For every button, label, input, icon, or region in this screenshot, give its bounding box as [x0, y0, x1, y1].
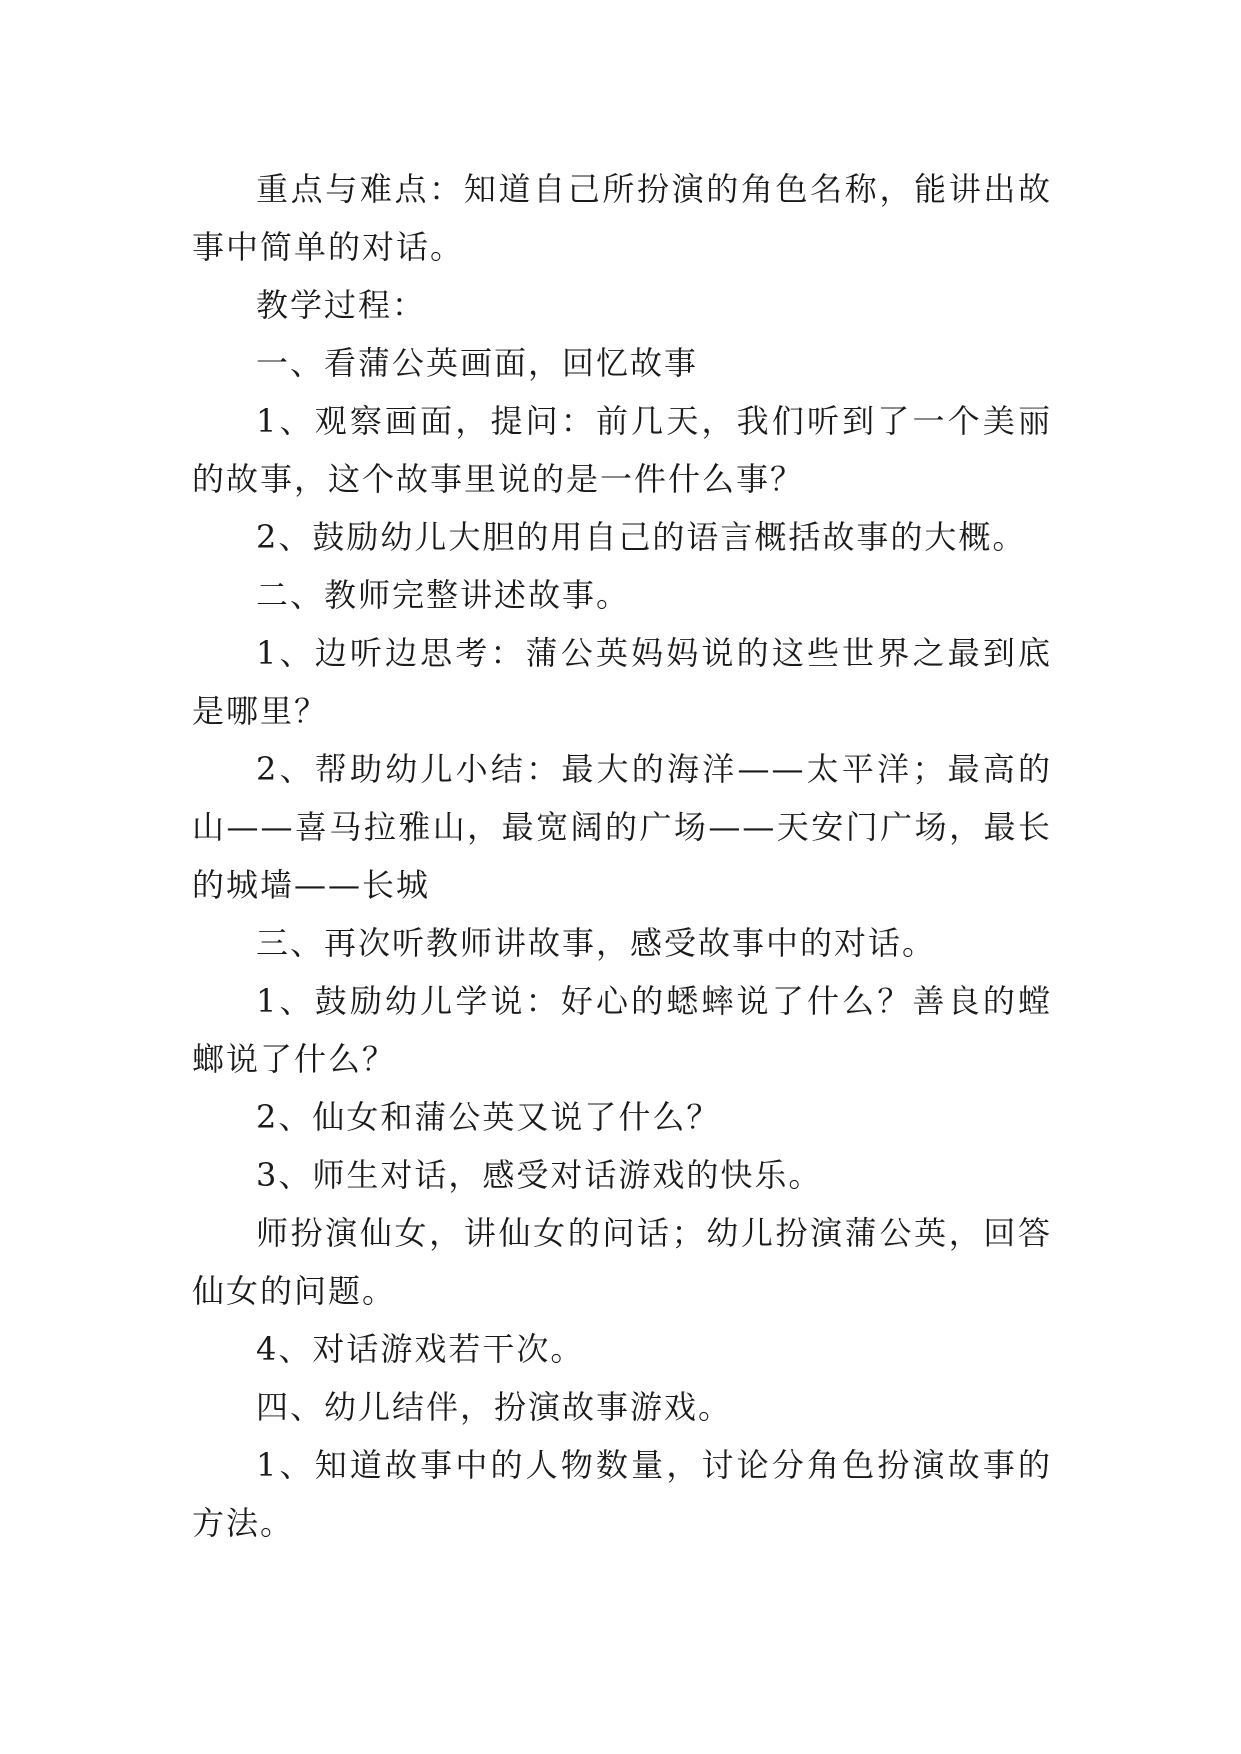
- paragraph-section-three-item-4: 4、对话游戏若干次。: [256, 1330, 585, 1368]
- paragraph-section-one-item-2: 2、鼓励幼儿大胆的用自己的语言概括故事的大概。: [256, 518, 1027, 556]
- paragraph-section-three-heading: 三、再次听教师讲故事，感受故事中的对话。: [256, 924, 937, 962]
- paragraph-section-two-item-2: 2、帮助幼儿小结：最大的海洋——太平洋；最高的山——喜马拉雅山，最宽阔的广场——天安门广场，最长的城墙——长城: [192, 750, 1052, 904]
- document-body: [192, 160, 1052, 1552]
- paragraph-key-points: 重点与难点：知道自己所扮演的角色名称，能讲出故事中简单的对话。: [192, 170, 1052, 266]
- paragraph-section-one-heading: 一、看蒲公英画面，回忆故事: [256, 344, 699, 382]
- paragraph-section-two-item-1: 1、边听边思考：蒲公英妈妈说的这些世界之最到底是哪里？: [192, 634, 1052, 730]
- paragraph-section-three-item-3: 3、师生对话，感受对话游戏的快乐。: [256, 1156, 823, 1194]
- paragraph-section-one-item-1: 1、观察画面，提问：前几天，我们听到了一个美丽的故事，这个故事里说的是一件什么事？: [192, 402, 1052, 498]
- paragraph-section-three-item-2: 2、仙女和蒲公英又说了什么？: [256, 1098, 721, 1136]
- paragraph-section-four-item-1: 1、知道故事中的人物数量，讨论分角色扮演故事的方法。: [192, 1446, 1052, 1542]
- paragraph-teaching-process-heading: 教学过程：: [256, 286, 427, 324]
- paragraph-section-four-heading: 四、幼儿结伴，扮演故事游戏。: [256, 1388, 733, 1426]
- paragraph-section-three-roles: 师扮演仙女，讲仙女的问话；幼儿扮演蒲公英，回答仙女的问题。: [192, 1214, 1052, 1310]
- paragraph-section-two-heading: 二、教师完整讲述故事。: [256, 576, 631, 614]
- paragraph-section-three-item-1: 1、鼓励幼儿学说：好心的蟋蟀说了什么？善良的螳螂说了什么？: [192, 982, 1052, 1078]
